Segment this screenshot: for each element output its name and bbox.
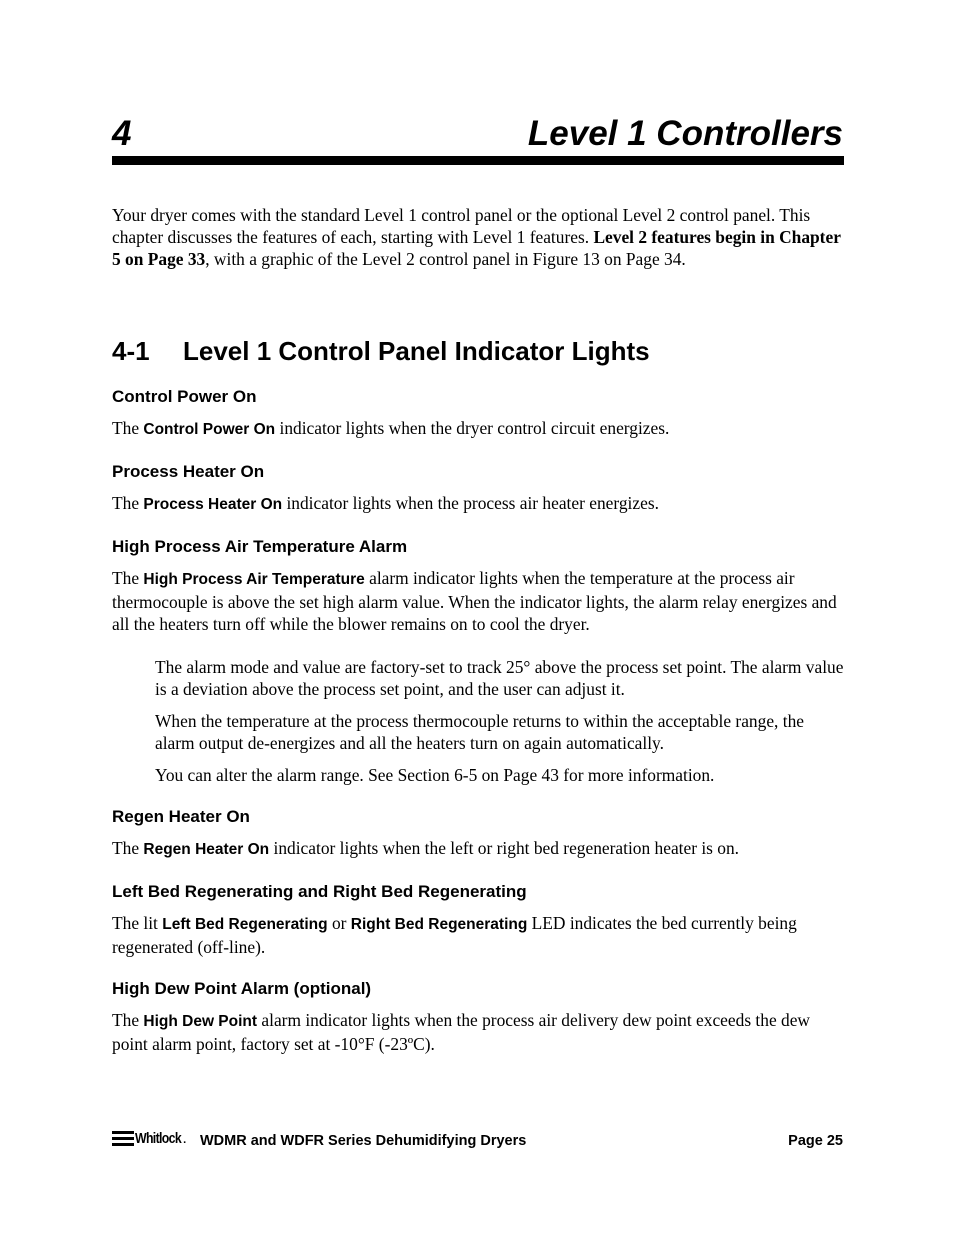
para-text: or [327,913,351,933]
subheading-bed-regenerating: Left Bed Regenerating and Right Bed Regenerating [112,882,527,901]
subheading-dew-point-alarm: High Dew Point Alarm (optional) [112,979,372,998]
note-alarm-mode: The alarm mode and value are factory-set to track 25° above the process set point. The alarm value is a deviation above the process set point, and the user can adjust it. [155,657,844,699]
para-text: The [112,838,144,858]
subheading-regen-heater: Regen Heater On [112,807,250,826]
keyword: Process Heater On [143,496,283,513]
keyword: High Process Air Temperature [143,571,365,588]
para-text: The [112,418,144,438]
aec-logo-icon [112,1131,134,1146]
aec-whitlock-logo [112,1131,186,1146]
note-alarm-range: You can alter the alarm range. See Section 6-5 on Page 43 for more information. [155,765,715,785]
para-text: LED indicates the bed currently being regenerated (off-line). [112,913,797,957]
intro-text-2: , with a graphic of the Level 2 control panel in Figure 13 on Page 34. [205,249,686,269]
para-text: The [112,493,144,513]
para-text: alarm indicator lights when the temperature at the process air thermocouple is above the set high alarm value. When the indicator lights, the alarm relay energizes and all the heaters turn off while the blower remains on to cool the dryer. [112,568,837,634]
para-text: alarm indicator lights when the process air delivery dew point exceeds the dew point alarm point, factory set at -10°F (-23ºC). [112,1010,810,1054]
footer-page-number: Page 25 [788,1133,843,1149]
paragraph-regen-heater [112,837,847,861]
chapter-title: Level 1 Controllers [527,114,843,153]
para-text: indicator lights when the process air heater energizes. [282,493,659,513]
section-heading [112,334,650,368]
paragraph-bed-regenerating [112,912,847,958]
logo-wordmark: Whitlock [135,1130,182,1147]
chapter-number: 4 [112,114,132,153]
keyword: Regen Heater On [143,841,270,858]
note-alarm-reset: When the temperature at the process thermocouple returns to within the acceptable range, the alarm output de-energizes and all the heaters turn on again automatically. [155,711,804,753]
page-footer [112,1129,843,1153]
keyword: High Dew Point [143,1013,258,1030]
subheading-control-power: Control Power On [112,387,257,406]
subheading-process-heater: Process Heater On [112,462,265,481]
footer-document-title: WDMR and WDFR Series Dehumidifying Dryers [200,1133,527,1149]
subheading-high-temp-alarm: High Process Air Temperature Alarm [112,537,408,556]
section-title: Level 1 Control Panel Indicator Lights [183,336,650,366]
intro-paragraph [112,204,847,270]
para-text: indicator lights when the left or right bed regeneration heater is on. [269,838,740,858]
intro-text-1: Your dryer comes with the standard Level 1 control panel or the optional Level 2 control panel. This chapter discusses the features of each, starting with Level 1 features. [112,205,811,247]
chapter-header [112,112,843,156]
para-text: indicator lights when the dryer control circuit energizes. [275,418,670,438]
para-text: The [112,1010,144,1030]
section-number: 4-1 [112,336,150,366]
paragraph-high-temp-alarm [112,567,847,635]
intro-bold-text: Level 2 features begin in Chapter 5 on Page 33 [112,227,841,269]
chapter-divider [112,156,844,165]
para-text: The lit [112,913,163,933]
paragraph-control-power [112,417,847,441]
keyword: Control Power On [143,421,276,438]
paragraph-process-heater [112,492,847,516]
para-text: The [112,568,144,588]
keyword: Right Bed Regenerating [350,916,528,933]
paragraph-dew-point-alarm [112,1009,847,1055]
keyword: Left Bed Regenerating [162,916,328,933]
logo-suffix: . [183,1134,187,1146]
